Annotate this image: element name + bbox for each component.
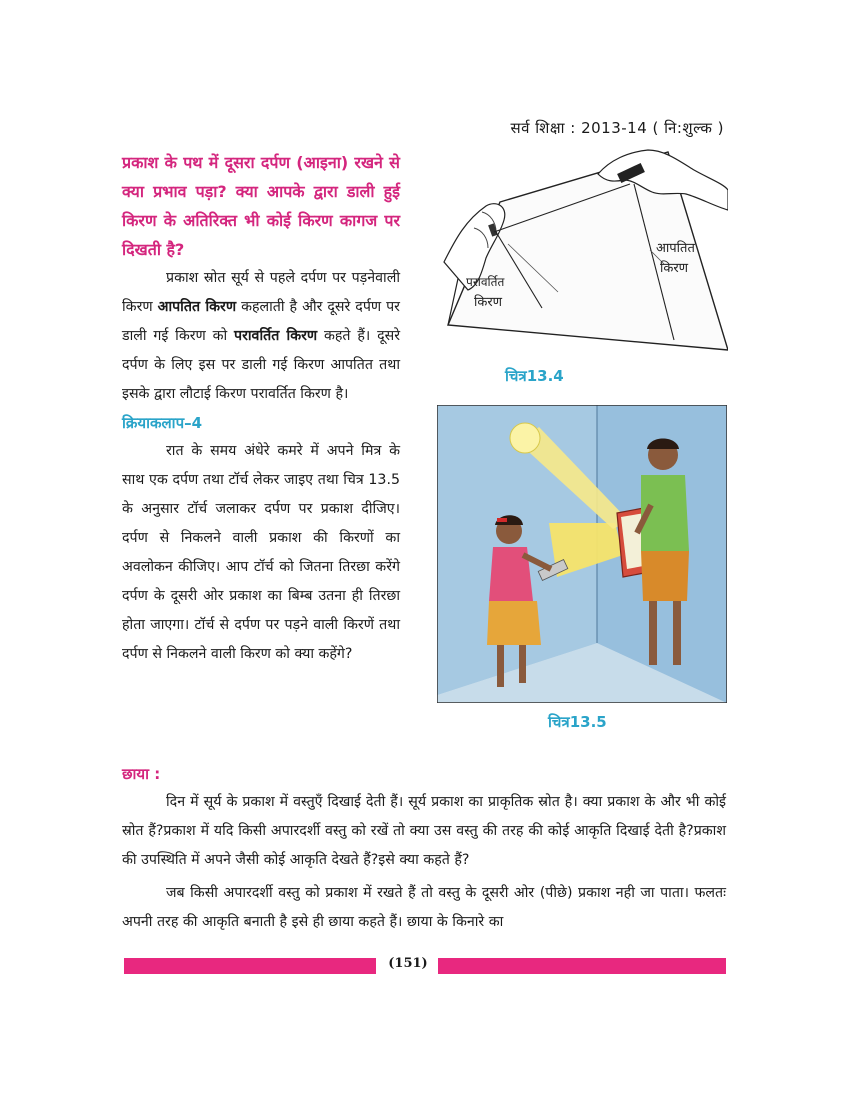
figure-13-5-illustration xyxy=(437,405,727,703)
footer-bar-left xyxy=(124,958,376,974)
figure-13-4-illustration xyxy=(438,140,728,360)
term-reflected-ray: परावर्तित किरण xyxy=(234,328,318,344)
left-column xyxy=(122,148,400,669)
figure-13-5-caption: चित्र13.5 xyxy=(548,713,607,731)
shadow-section-title: छाया : xyxy=(122,765,161,783)
shadow-paragraph-1: दिन में सूर्य के प्रकाश में वस्तुएँ दिखाई देती हैं। सूर्य प्रकाश का प्राकृतिक स्रोत है। क्या प्रकाश के और भी कोई स्रोत हैं?प्रकाश में यदि किसी अपारदर्शी वस्तु को रखें तो क्या उस वस्तु की तरह की कोई आकृति दिखाई देती है?प्रकाश की उपस्थिति में अपने जैसी कोई आकृति देखते हैं?इसे क्या कहते हैं? xyxy=(122,794,726,868)
term-incident-ray: आपतित किरण xyxy=(157,299,237,315)
footer-bar-right xyxy=(438,958,726,974)
para-text-1: प्रकाश स्रोत सूर्य से पहले दर्पण पर पड़नेवाली किरण xyxy=(122,270,400,315)
label-incident-1: आपतित xyxy=(656,241,695,256)
para-text-3: कहते हैं। दूसरे दर्पण के लिए इस पर डाली गई किरण आपतित तथा इसके द्वारा लौटाई किरण परावर्तित किरण है। xyxy=(122,328,400,402)
shadow-paragraph-2: जब किसी अपारदर्शी वस्तु को प्रकाश में रखते हैं तो वस्तु के दूसरी ओर (पीछे) प्रकाश नही जा पाता। फलतः अपनी तरह की आकृति बनाती है इसे ही छाया कहते हैं। छाया के किनारे का xyxy=(122,885,726,930)
paragraph-incident-reflected xyxy=(122,264,400,409)
page-footer xyxy=(124,958,726,974)
figure-13-4-caption: चित्र13.4 xyxy=(505,367,564,385)
page-header: सर्व शिक्षा : 2013-14 ( नि:शुल्क ) xyxy=(510,119,724,137)
activity-title: क्रियाकलाप–4 xyxy=(122,414,203,432)
label-reflected-1: परावर्तित xyxy=(466,275,505,289)
activity-text: रात के समय अंधेरे कमरे में अपने मित्र के साथ एक दर्पण तथा टॉर्च लेकर जाइए तथा चित्र 13.5 के अनुसार टॉर्च जलाकर दर्पण पर प्रकाश दीजिए। दर्पण से निकलने वाली प्रकाश की किरणों का अवलोकन कीजिए। आप टॉर्च को जितना तिरछा करेंगे दर्पण के दूसरी ओर प्रकाश का बिम्ब उतना ही तिरछा होता जाएगा। टॉर्च से दर्पण पर पड़ने वाली किरणें तथा दर्पण से निकलने वाली किरण को क्या कहेंगे? xyxy=(122,443,400,662)
label-incident-2: किरण xyxy=(660,261,689,276)
page-number: (151) xyxy=(388,956,428,971)
question-text: प्रकाश के पथ में दूसरा दर्पण (आइना) रखने से क्या प्रभाव पड़ा? क्या आपके द्वारा डाली हुई किरण के अतिरिक्त भी कोई किरण कागज पर दिखती है? xyxy=(122,153,400,259)
shadow-section xyxy=(122,788,726,941)
para-text-2: कहलाती है और दूसरे दर्पण पर डाली गई किरण को xyxy=(122,299,400,344)
label-reflected-2: किरण xyxy=(474,295,503,310)
